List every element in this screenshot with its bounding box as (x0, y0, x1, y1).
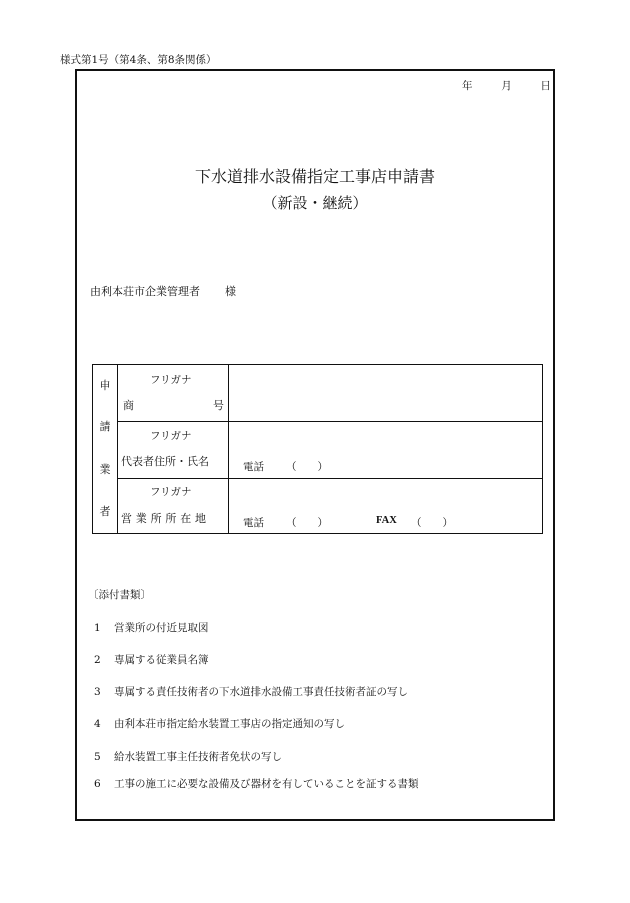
fax-label: FAX (376, 515, 397, 526)
attachment-number: 5 (94, 751, 101, 763)
attachment-text: 給水装置工事主任技術者免状の写し (114, 751, 282, 763)
document-subtitle: （新設・継続） (262, 194, 368, 212)
addressee (90, 283, 236, 299)
attachment-text: 専属する従業員名簿 (114, 654, 209, 666)
date-year-label: 年 (462, 80, 473, 92)
side-label-char: 申 (99, 379, 111, 392)
representative-field[interactable] (229, 422, 543, 478)
form-reference: 様式第1号（第4条、第8条関係） (60, 54, 217, 66)
date-month-label: 月 (501, 80, 512, 92)
attachment-text: 専属する責任技術者の下水道排水設備工事責任技術者証の写し (114, 686, 408, 698)
phone-label: 電話 (243, 517, 264, 529)
furigana-label: フリガナ (150, 486, 192, 498)
phone-parens: （ ） (286, 517, 328, 529)
furigana-label: フリガナ (150, 374, 192, 386)
phone-label: 電話 (243, 461, 264, 473)
attachment-item (94, 652, 209, 667)
side-label-char: 者 (99, 505, 111, 518)
trade-name-field[interactable] (229, 365, 543, 421)
attachment-item (94, 749, 282, 764)
attachment-number: 6 (94, 778, 101, 790)
attachment-item (94, 716, 345, 731)
attachment-item (94, 684, 408, 699)
table-divider (117, 365, 118, 533)
representative-label: 代表者住所・氏名 (121, 455, 209, 468)
attachment-item (94, 776, 419, 791)
addressee-honorific: 様 (225, 285, 236, 298)
attachment-number: 4 (94, 718, 101, 730)
attachment-number: 2 (94, 654, 101, 666)
attachment-number: 3 (94, 686, 101, 698)
attachment-text: 由利本荘市指定給水装置工事店の指定通知の写し (114, 718, 345, 730)
side-label-char: 業 (99, 463, 111, 476)
office-location-label: 営業所所在地 (121, 512, 210, 525)
applicant-table (92, 364, 543, 534)
trade-name-label-right: 号 (213, 399, 224, 412)
attachment-text: 工事の施工に必要な設備及び器材を有していることを証する書類 (114, 778, 419, 790)
side-label-char: 請 (99, 420, 111, 433)
attachment-item (94, 620, 209, 635)
date-row (462, 78, 551, 93)
attachment-number: 1 (94, 622, 101, 634)
addressee-name: 由利本荘市企業管理者 (90, 285, 200, 298)
date-day-label: 日 (540, 80, 551, 92)
fax-parens: （ ） (411, 517, 453, 529)
attachments-title: 〔添付書類〕 (88, 589, 151, 601)
document-title: 下水道排水設備指定工事店申請書 (194, 167, 435, 186)
phone-parens: （ ） (286, 461, 328, 473)
trade-name-label-left: 商 (123, 399, 134, 412)
attachment-text: 営業所の付近見取図 (114, 622, 209, 634)
furigana-label: フリガナ (150, 430, 192, 442)
